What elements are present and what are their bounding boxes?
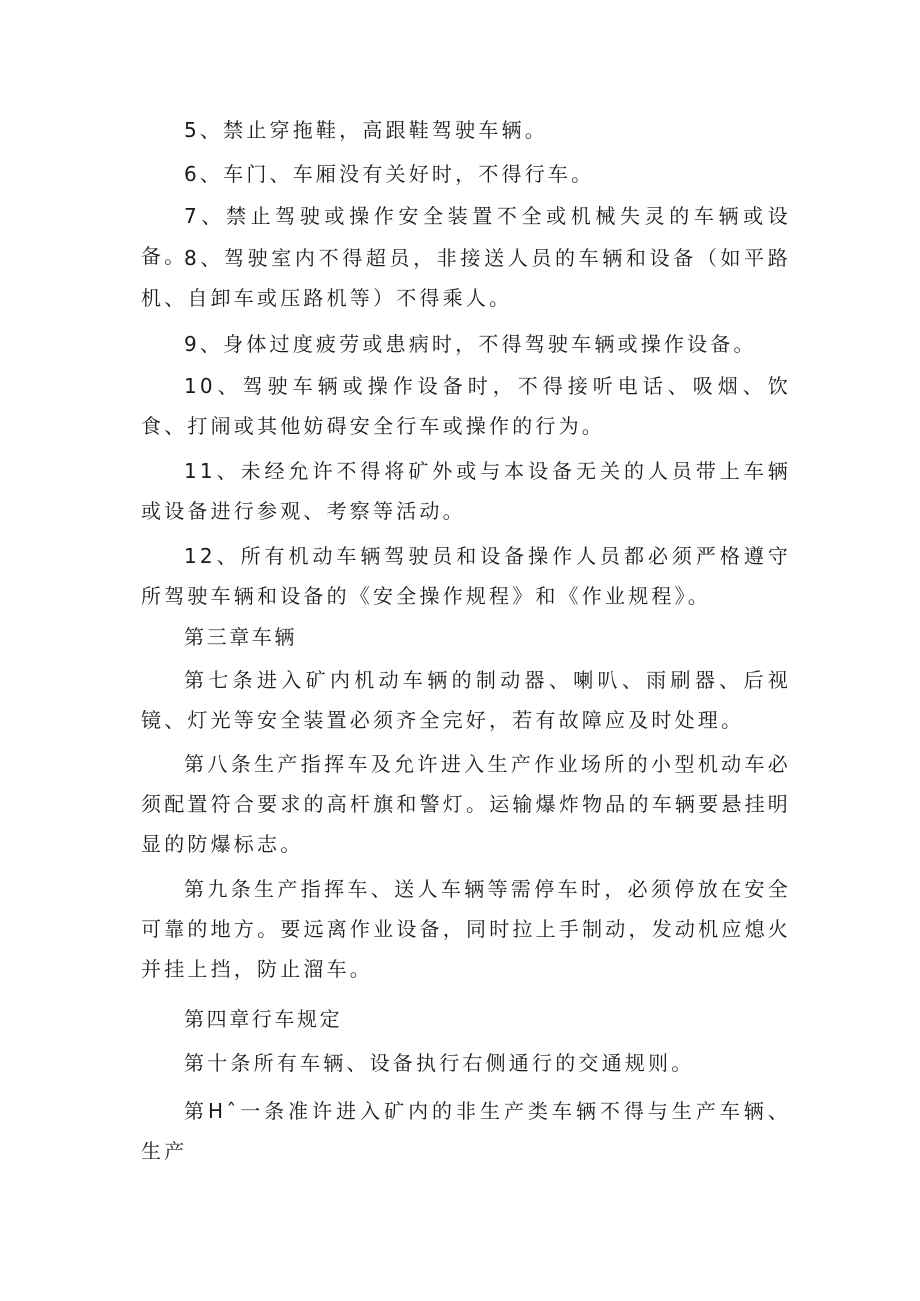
rule-item-11: 11、未经允许不得将矿外或与本设备无关的人员带上车辆或设备进行参观、考察等活动。 bbox=[141, 459, 791, 523]
article-9: 第九条生产指挥车、送人车辆等需停车时，必须停放在安全可靠的地方。要远离作业设备，同时拉上手制动，发动机应熄火并挂上挡，防止溜车。 bbox=[141, 877, 791, 981]
article-11: 第Hˆ一条准许进入矿内的非生产类车辆不得与生产车辆、生产 bbox=[141, 1099, 791, 1163]
rule-item-12: 12、所有机动车辆驾驶员和设备操作人员都必须严格遵守所驾驶车辆和设备的《安全操作规程》和《作业规程》。 bbox=[141, 544, 791, 608]
chapter-4-heading: 第四章行车规定 bbox=[184, 1007, 343, 1031]
rule-item-5: 5、禁止穿拖鞋，高跟鞋驾驶车辆。 bbox=[184, 118, 548, 142]
article-7: 第七条进入矿内机动车辆的制动器、喇叭、雨刷器、后视镜、灯光等安全装置必须齐全完好，若有故障应及时处理。 bbox=[141, 668, 791, 732]
rule-item-6: 6、车门、车厢没有关好时，不得行车。 bbox=[184, 162, 595, 186]
chapter-3-heading: 第三章车辆 bbox=[184, 625, 297, 649]
article-8: 第八条生产指挥车及允许进入生产作业场所的小型机动车必须配置符合要求的高杆旗和警灯。运输爆炸物品的车辆要悬挂明显的防爆标志。 bbox=[141, 752, 791, 856]
rule-item-8: 8、驾驶室内不得超员，非接送人员的车辆和设备（如平路机、自卸车或压路机等）不得乘人。 bbox=[141, 246, 791, 310]
rule-item-7: 7、禁止驾驶或操作安全装置不全或机械失灵的车辆或设备。 bbox=[141, 204, 791, 268]
rule-item-9: 9、身体过度疲劳或患病时，不得驾驶车辆或操作设备。 bbox=[184, 332, 757, 356]
rule-item-10: 10、驾驶车辆或操作设备时，不得接听电话、吸烟、饮食、打闹或其他妨碍安全行车或操作的行为。 bbox=[141, 374, 791, 438]
article-10: 第十条所有车辆、设备执行右侧通行的交通规则。 bbox=[184, 1051, 695, 1075]
